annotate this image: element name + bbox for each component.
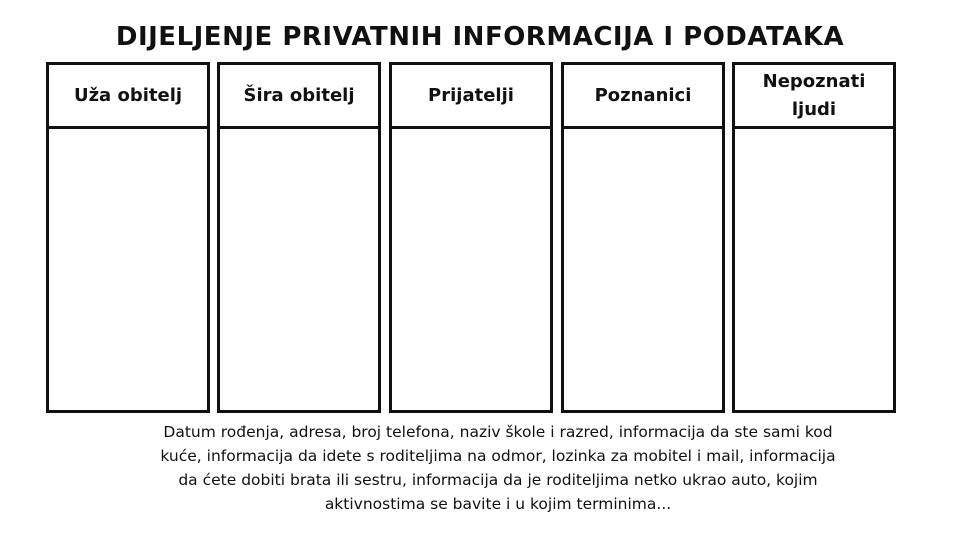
column-drop-area[interactable] bbox=[564, 129, 722, 407]
column-nepoznati-ljudi bbox=[732, 62, 896, 413]
column-poznanici bbox=[561, 62, 725, 413]
information-list-text: Datum rođenja, adresa, broj telefona, naziv škole i razred, informacija da ste sami kod kuće, informacija da idete s roditeljima na odmor, lozinka za mobitel i mail, informacija da ćete dobiti brata ili sestru, informacija da je roditeljima netko ukrao auto, kojim aktivnostima se bavite i u kojim terminima... bbox=[160, 423, 836, 513]
column-header: Šira obitelj bbox=[220, 65, 378, 129]
column-drop-area[interactable] bbox=[392, 129, 550, 407]
column-header: Poznanici bbox=[564, 65, 722, 129]
column-header: Nepoznati ljudi bbox=[735, 65, 893, 129]
column-drop-area[interactable] bbox=[49, 129, 207, 407]
column-sira-obitelj bbox=[217, 62, 381, 413]
column-drop-area[interactable] bbox=[735, 129, 893, 407]
column-header: Uža obitelj bbox=[49, 65, 207, 129]
column-prijatelji bbox=[389, 62, 553, 413]
column-drop-area[interactable] bbox=[220, 129, 378, 407]
page-title: DIJELJENJE PRIVATNIH INFORMACIJA I PODATAKA bbox=[115, 22, 845, 52]
column-uza-obitelj bbox=[46, 62, 210, 413]
column-header: Prijatelji bbox=[392, 65, 550, 129]
